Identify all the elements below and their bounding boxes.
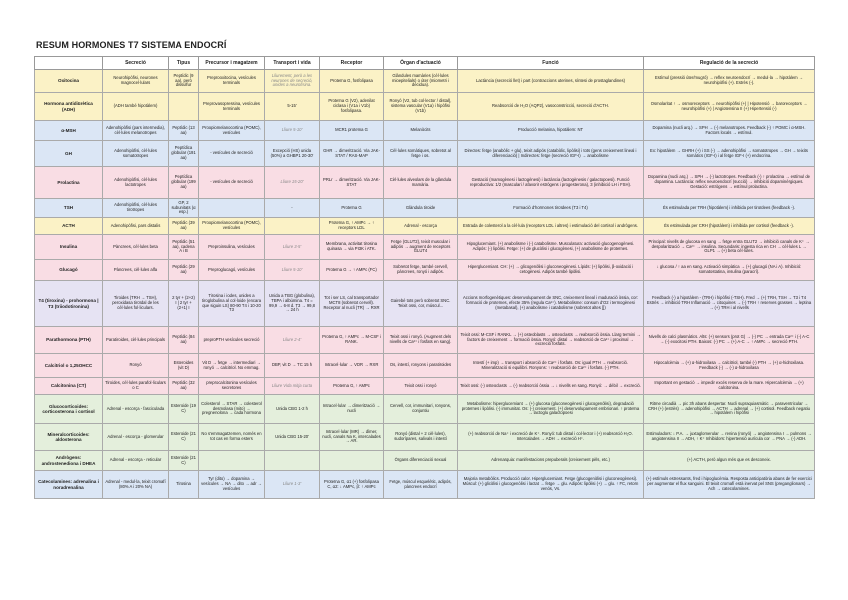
table-cell: Peptídica globular (191 aa) — [169, 141, 199, 167]
table-cell: Teixit ossi i ronyó. (Augment dels nivells de Ca²⁺ i fosfats en sang). — [384, 327, 458, 354]
table-cell: GP, 2 subunitats (α esp.) — [169, 199, 199, 218]
table-cell: Esteroide (19 C) — [169, 395, 199, 424]
table-cell: Pàncrees, cèl·lules beta — [103, 235, 169, 260]
table-row — [35, 354, 815, 378]
table-cell: Dopamina (nucli arq.) → SPH → (-) lactotropes. Feedback (-) ↑ prolactina → estímul de dopamina. Lactància: reflex neuroendocrí (succió) → inhibició dopaminèrgiques. Gestació: estrògens → estímul prolactina. — [644, 167, 815, 199]
table-cell — [169, 93, 199, 121]
table-cell: (ADH també hipotàlem) — [103, 93, 169, 121]
table-cell: Entrada de colesterol a la cèl·lula (receptors LDL i altres) i estimulació del cortisol i andrògens. — [458, 218, 644, 235]
table-cell: Sobretot fetge, també cervell, pàncrees, ronyó i adipós. — [384, 260, 458, 281]
table-cell: - vesícules de secreció — [199, 167, 265, 199]
table-cell: Tiroides, cèl·lules parafol·liculars o C — [103, 378, 169, 395]
table-cell: 5-15' — [265, 93, 320, 121]
table-cell: Intracel·lular → dimerització → nucli — [320, 395, 384, 424]
table-row — [35, 199, 815, 218]
hormone-name: Parathormona (PTH) — [35, 327, 103, 354]
hormone-name: Glucagó — [35, 260, 103, 281]
table-row — [35, 260, 815, 281]
table-cell: Peptídic (32 aa) — [169, 378, 199, 395]
table-cell: Adenohipòfisi, cèl·lules somatotropes — [103, 141, 169, 167]
table-cell: Formació d'hormones tiroïdees (T3 i T4) — [458, 199, 644, 218]
hormone-table — [34, 56, 815, 499]
hormone-name: α-MSH — [35, 121, 103, 141]
table-cell: Unida CBG 15-20' — [265, 424, 320, 451]
table-row — [35, 218, 815, 235]
table-cell: Lliurement, però a les neurones de secreció, unides a neurofisina. — [265, 70, 320, 93]
table-cell: Teixit ossi: M-CSF i RANKL → (+) osteoblasts → osteoclasts → reabsorció òssia. Llarg termini → factors de creixement → formació òssia. Ronyó: distal → reabsorció de Ca²⁺ i proximal → excreció fosfats. — [458, 327, 644, 354]
table-cell: ↓ glucosa / ↑ aa en sang. Activació simpàtica → (+) glucagó (NA i A). Inhibició: somatostatina, insulina (paracrí). — [644, 260, 815, 281]
table-cell: Intracel·lular → VDR → RXR — [320, 354, 384, 378]
table-cell: Adenohipòfisi, cèl·lules tirotropes — [103, 199, 169, 218]
table-cell: Adrenal - escorça - glomerular — [103, 424, 169, 451]
table-cell: Estímul (pressió úter/mugró) → reflex neuroendocrí → medul·la → hipotàlem → neurohipòfisi (+). Estrès (-). — [644, 70, 815, 93]
table-cell: Hipoglucemiant. (+) anabolisme i (-) catabolisme. Musculatura: activació glucogenogènesi. Adipós: (-) lipòlisi. Fetge: (+) de glucòlisi i glucogènesi, (+) anabolisme de proteïnes. — [458, 235, 644, 260]
table-row — [35, 121, 815, 141]
table-cell: Peptídic (51 aa), cadena A i B — [169, 235, 199, 260]
table-cell: (+) estímuls estressants, fred i hipoglucèmia. Resposta anticipatòria abans de fer exercici per augmentar el flux sanguini. El teixit cromafí està inervat pel SNS (preganglionars) → Ach → catecolamines. — [644, 471, 815, 499]
table-cell: Fetge, múscul esquelètic, adipós, pàncrees endocrí — [384, 471, 458, 499]
table-cell: Intestí (+ imp) → transport i absorció de Ca²⁺ i fosfats. Os: igual PTH → reabsorció. Mineralització si equilibri. Ronyons: ↑ reabsorció de Ca²⁺ i fosfats. (-) PTH. — [458, 354, 644, 378]
hormone-name: Calcitriol o 1,25OHCC — [35, 354, 103, 378]
table-cell: GHR → dimerització. Via JAK-STAT / RAS-MAP — [320, 141, 384, 167]
table-cell: MCR1 proteïna G — [320, 121, 384, 141]
table-cell: Important en gestació → impedir excés reserva de la mare. Hipercalcèmia → (+) calcitonina. — [644, 378, 815, 395]
table-cell: Excepció (HS) unida (50%) a GHBP1 20-30' — [265, 141, 320, 167]
table-cell: Teixit ossi i ronyó — [384, 378, 458, 395]
table-cell: Adenohipòfisi, cèl·lules lactotropes — [103, 167, 169, 199]
table-cell: Unida CBG 1-2 h — [265, 395, 320, 424]
table-cell: Ritme circadià → pic 3h abans despertar. Nucli supraquiasmàtic → paraventricular → CRH (+) (estrès) → adenohipòfisi → ACTH → adrenal → (+) cortisol. Feedback negatiu → hipotàlem i hipòfisi — [644, 395, 815, 424]
table-cell: Paratiroides, cèl·lules principals — [103, 327, 169, 354]
table-cell: Esteroides (vit D) — [169, 354, 199, 378]
table-cell: Ex: hipotàlem → GHRH (+) i SS (-) → adenohipòfisi → somatotropes → GH → teixits somàtics (IGF-I) i al fetge IGF-I (+) endocrina. — [644, 141, 815, 167]
table-cell: Peptídica globular (199 aa) — [169, 167, 199, 199]
table-header-row — [35, 57, 815, 70]
table-cell: Peptídic (29 aa) — [169, 260, 199, 281]
table-row — [35, 281, 815, 327]
table-cell: Intracel·lular (MR) → dímer, nucli, canals Na K, intercalades → AR. — [320, 424, 384, 451]
table-cell: Pàncrees, cèl·lules alfa — [103, 260, 169, 281]
table-cell: Proteïna G, fosfolipasa — [320, 70, 384, 93]
page-title: RESUM HORMONES T7 SISTEMA ENDOCRÍ — [36, 40, 227, 50]
hormone-name: Glucocorticoides: corticosterona i cortisol — [35, 395, 103, 424]
table-cell: Peptídic (84 aa) — [169, 327, 199, 354]
table-cell — [320, 451, 384, 471]
hormone-name: Catecolamines: adrenalina i noradrenalina — [35, 471, 103, 499]
table-row — [35, 451, 815, 471]
table-cell: PRLr → dimerització. Via JAK-STAT — [320, 167, 384, 199]
table-cell: Proteïna G (V2), adenilat ciclasa i (V1a i V1b) fosfolipasa. — [320, 93, 384, 121]
table-cell: Esteroide (21 C) — [169, 451, 199, 471]
table-body — [35, 70, 815, 499]
table-cell: És estimulada per TRH (hipotàlem) i inhibida per tiroïdees (feedback -). — [644, 199, 815, 218]
table-cell: Ronyó — [103, 354, 169, 378]
table-cell: Osmolaritat ↑ → osmoreceptors → neurohipòfisi (+) | Hipotensió → baroreceptors → neurohipòfisi (+) | Angiotensina II (+) Hipertensió (-) — [644, 93, 815, 121]
hormone-name: Hormona antidiürètica (ADH) — [35, 93, 103, 121]
table-row — [35, 378, 815, 395]
table-row — [35, 235, 815, 260]
table-cell: Glàndula tiroide — [384, 199, 458, 218]
table-cell: Adrenal - escorça - fasciculada — [103, 395, 169, 424]
table-cell: Teixit ossi: (-) osteoclasts → (-) reabsorció òssia → ↓ nivells en sang. Ronyó: → dèbil → excreció. — [458, 378, 644, 395]
table-cell: Vit D → fetge → intermediari → ronyó → calcitriol. No emmag. — [199, 354, 265, 378]
table-row — [35, 327, 815, 354]
table-cell: Proteïna G, ↑ AMPc → ↑ receptors LDL — [320, 218, 384, 235]
table-cell: Hipocalcèmia → (+) α-hidroxilasa → calcitriol, també (-) PTH → (+) α-hidroxilasa. Feedback (-) → (-) α-hidroxilasa — [644, 354, 815, 378]
table-cell: No s'emmagatzemen, només en tot cas en forma esters — [199, 424, 265, 451]
table-cell: Feedback (-) a hipotàlem - (TRH) i hipòfisi (-TSH). Fred → (+) TRH, TSH → T3 i T4 Estrès → inhibició TRH Inflamació → citoquines → (-) TRH ↑ reserves grasses → leptina → (+) TRH i al nivells — [644, 281, 815, 327]
hormone-name: TSH — [35, 199, 103, 218]
table-cell: Estimuladors: ↓ P.A. → juxtaglomerular → renina (ronyó) → angiotensina I → pulmons → angiotensina II → ADH, ↑ K⁺ Inhibidors: hipertensió aurícula cor → PNA → (-) ADH. — [644, 424, 815, 451]
table-cell: Neurohipòfisi, neurones magnocel·lulars — [103, 70, 169, 93]
table-cell: Adenohipòfisi, pars distalis — [103, 218, 169, 235]
table-cell: Proteïna G, α1 (+) fosfolipasa C, α2: ↓ AMPc, β: ↑ AMPc — [320, 471, 384, 499]
table-cell: Dopamina (nucli arq.) → SPH → (-) melanotropes. Feedback (-) ↑ POMC i α-MSH. Factors locals → estímul. — [644, 121, 815, 141]
table-cell: Gestació (mamogènesi i lactogènesi) i lactància (lactogènesis / galactopoesi). Funció reproductiva: 1/2 (masculari / afavorir estrògens i progesterona), 3 (inhibició LH i FSH). — [458, 167, 644, 199]
table-cell: Adrenal - escorça - reticular — [103, 451, 169, 471]
table-cell: Preproinsulina, vesícules — [199, 235, 265, 260]
table-cell: (+) ACTH, però algun més que es desconeix. — [644, 451, 815, 471]
table-cell: Melanòcits — [384, 121, 458, 141]
table-row — [35, 471, 815, 499]
table-cell: Cèl·lules somàtiques, sobretot al fetge i os. — [384, 141, 458, 167]
table-cell: Lliure 5-10' — [265, 121, 320, 141]
table-cell: Adrenal - escorça — [384, 218, 458, 235]
table-cell: Proteïna G, ↑ AMPc — [320, 378, 384, 395]
table-cell: Directes: fetge (anabòlic + glu), teixit adipós (catabòlic, lipòlisi) i tots (gens creixement lineal i diferenciació) | Indirectes: fetge (secreció IGF-I) → anabolisme — [458, 141, 644, 167]
table-cell: DBP, vit D → TC 15 h — [265, 354, 320, 378]
table-cell: Proteïna G, ↑ AMPc → M-CSF i RANK. — [320, 327, 384, 354]
table-cell: Os, intestí, ronyons i paratiroides — [384, 354, 458, 378]
table-cell: Accions morfogenètiques: desenvolupament de SNC, creixement lineal i maduració òssia, cor: formació de proteïnes, efecte 35% (regula Ca²⁺). Metabolisme: consum d'O2 i termogènesi (metabasal), (+) anabolisme i catabolisme (sobretot altes []) — [458, 281, 644, 327]
column-header — [35, 57, 103, 70]
table-cell — [265, 218, 320, 235]
table-cell: Peptídic (39 aa) — [169, 218, 199, 235]
table-cell: (+) reabsorció de Na⁺ i excreció de K⁺. Ronyó: tub distal i col·lector i (+) reabsorció H₂O. Intercalades → ADH → excreció H⁺. — [458, 424, 644, 451]
table-row — [35, 395, 815, 424]
table-cell: Tiroides (TRH → TSH), peroxidasa tiroïdal de les cèl·lules fol·liculars. — [103, 281, 169, 327]
table-cell: - vesícules de secreció — [199, 141, 265, 167]
column-header: Secreció — [103, 57, 169, 70]
table-cell: Tot i ser LS, cal transportador MCT8 (sobretot cervell). Receptor al nucli (TR) → RXR — [320, 281, 384, 327]
table-cell: Membrana, activitat tirosina quinasa → via PI3K i ATK. — [320, 235, 384, 260]
hormone-name: Prolactina — [35, 167, 103, 199]
table-cell: Nivells de calci plasmàtics. Alts: (+) sensors (prot G) → (-) PC → entrada Ca²⁺ i (-) A-C → (-) exocitosi PTH. Baixos: (-) PC → (+) A-C → ↑ AMPc → secreció PTH. — [644, 327, 815, 354]
table-cell: Metabolisme: hiperglucemiant → (+) glucosa (gluconeogènesi i glucogenòlisi), degradació proteïnes i lipòlisi. (-) immunitat. Os: (-) creixement. (+) desenvolupament embrionari. ↑ proteïna → lactoglu galactopoesi — [458, 395, 644, 424]
table-cell — [265, 451, 320, 471]
column-header: Tipus — [169, 57, 199, 70]
table-cell: Peptídic (9 aa), però dissulfur — [169, 70, 199, 93]
table-cell: Lliure Vida mitja curta — [265, 378, 320, 395]
hormone-name: Calcitonina (CT) — [35, 378, 103, 395]
table-cell: Proteïna G — [320, 199, 384, 218]
table-cell: Adrenarquia: manifestacions prepuberals (creixement pèls, etc.) — [458, 451, 644, 471]
table-cell: Adenohipòfisi (pars intermedia), cèl·lules melanotropes — [103, 121, 169, 141]
table-cell: Adrenal - medul·la, teixit cromafí (80% A i 20% NA) — [103, 471, 169, 499]
table-cell: Lliure 3-5' — [265, 235, 320, 260]
table-row — [35, 93, 815, 121]
column-header: Receptor — [320, 57, 384, 70]
table-cell: Proopiomelanocortina (POMC), vesícules — [199, 218, 265, 235]
table-cell: Lliure 5-10' — [265, 260, 320, 281]
table-cell: Unida a TBG (globulina), TBPA i albúmina. T4 = 99,9 → 6-8 d. T3 → 99,8 → 24 h — [265, 281, 320, 327]
table-cell — [199, 451, 265, 471]
column-header: Regulació de la secreció — [644, 57, 815, 70]
column-header: Òrgan d'actuació — [384, 57, 458, 70]
table-cell: Esteroide (21 C) — [169, 424, 199, 451]
table-cell: Lliure 2-4' — [265, 327, 320, 354]
table-cell: Cervell, cor, immunitari, ronyons, conjuntiu — [384, 395, 458, 424]
table-cell: Lliure 1-3' — [265, 471, 320, 499]
table-cell: Ronyó (V2, tub col·lector / distal), sistema vascular (V1a) i hipòfisi (V1b) — [384, 93, 458, 121]
table-cell: Lactància (secreció llet) i part (contraccions uterines, síntesi de prostaglandines) — [458, 70, 644, 93]
table-cell: Gairebé tots però sobretot SNC. Teixit ossi, cor, múscul... — [384, 281, 458, 327]
table-row — [35, 141, 815, 167]
hormone-name: GH — [35, 141, 103, 167]
table-cell: Proopiomelanocortina (POMC), vesícules — [199, 121, 265, 141]
table-cell: Reabsorció de H₂O (AQP2), vasoconstricció, secreció d'ACTH. — [458, 93, 644, 121]
table-row — [35, 167, 815, 199]
table-cell: Fetge (GLUT2), teixit muscular i adipós → augment de receptors GLUT4 — [384, 235, 458, 260]
table-cell: Glàndules mamàries (cèl·lules mioepitelials) o úter (miometri i decidua). — [384, 70, 458, 93]
table-cell: Preprovasopressina, vesícules terminals — [199, 93, 265, 121]
table-cell: preproPTH vesícules secreció — [199, 327, 265, 354]
table-cell: 2 tyr + (2+2) I | 2 tyr + (2+1) I — [169, 281, 199, 327]
table-cell: - — [265, 199, 320, 218]
hormone-name: T4 (tiroxina) - prohormona | T3 (triiodotironina) — [35, 281, 103, 327]
table-cell: Colesterol → STAR → colesterol desmolasa (mito) → pregnenolona → cada hormona — [199, 395, 265, 424]
table-cell: Producció melanina, hipotàlem: NT — [458, 121, 644, 141]
table-cell: Tyr (dito) → dopamina → vesícules → NA → dito → adr → vesícules — [199, 471, 265, 499]
table-row — [35, 70, 815, 93]
table-cell: Principal: nivells de glucosa en sang → fetge entra GLUT2 → inhibició canals de K⁺ → despolarització → Ca²⁺ → insulina. Secundaris: ingesta rica en CH → cèl·lules L → GLP1 → (+) beta cèl·lules. — [644, 235, 815, 260]
table-cell: Preproglucagó, vesícules — [199, 260, 265, 281]
table-cell: Preprooxitocina, vesícules terminals — [199, 70, 265, 93]
table-cell: Ronyó (distal + 2 cèl·lules), sudorípares, salivals i intestí — [384, 424, 458, 451]
column-header: Funció — [458, 57, 644, 70]
table-cell: Lliure 15-20' — [265, 167, 320, 199]
column-header: Transport i vida — [265, 57, 320, 70]
hormone-name: ACTH — [35, 218, 103, 235]
table-cell: Tirosina i iodes, unides a tiroglobulina al col·loide (encara que siguin LS) 80-90 T4 i 10-20 T3 — [199, 281, 265, 327]
table-cell — [199, 199, 265, 218]
table-cell: Òrgans diferenciació sexual — [384, 451, 458, 471]
table-cell: Tirosina — [169, 471, 199, 499]
table-row — [35, 424, 815, 451]
hormone-name: Andrògens: androstenediona i DHEA — [35, 451, 103, 471]
table-cell: Peptídic (13 aa) — [169, 121, 199, 141]
table-cell: Majoria metabòlics. Producció calor. Hiperglucemiant. Fetge (glucogenòlisi i gluconeogènesi). Múscul: (+) glicòlisi i glucogenòlisi i lactat → fetge → glu. Adipós: lipòlisi (+) → glu. ↑ FC, retorn venós, Vs. — [458, 471, 644, 499]
table-cell: Cèl·lules alveolars de la glàndula mamària. — [384, 167, 458, 199]
table-cell: Proteïna G → ↑ AMPc (FC) — [320, 260, 384, 281]
hormone-name: Oxitocina — [35, 70, 103, 93]
table-cell: És estimulada per CRH (hipotàlem) i inhibida per cortisol (feedback -). — [644, 218, 815, 235]
hormone-name: Mineralcorticoides: aldosterona — [35, 424, 103, 451]
table-cell: Hiperglucemiant. CH: (+) → glicogenòlisi i gluconeogènesi. Lípids: (+) lipòlisi, β-oxidació i cetogènesi. Adipós també lipòlisi. — [458, 260, 644, 281]
table-cell: preprocalcitonina vesícules secretores — [199, 378, 265, 395]
hormone-name: Insulina — [35, 235, 103, 260]
column-header: Precursor i magatzem — [199, 57, 265, 70]
